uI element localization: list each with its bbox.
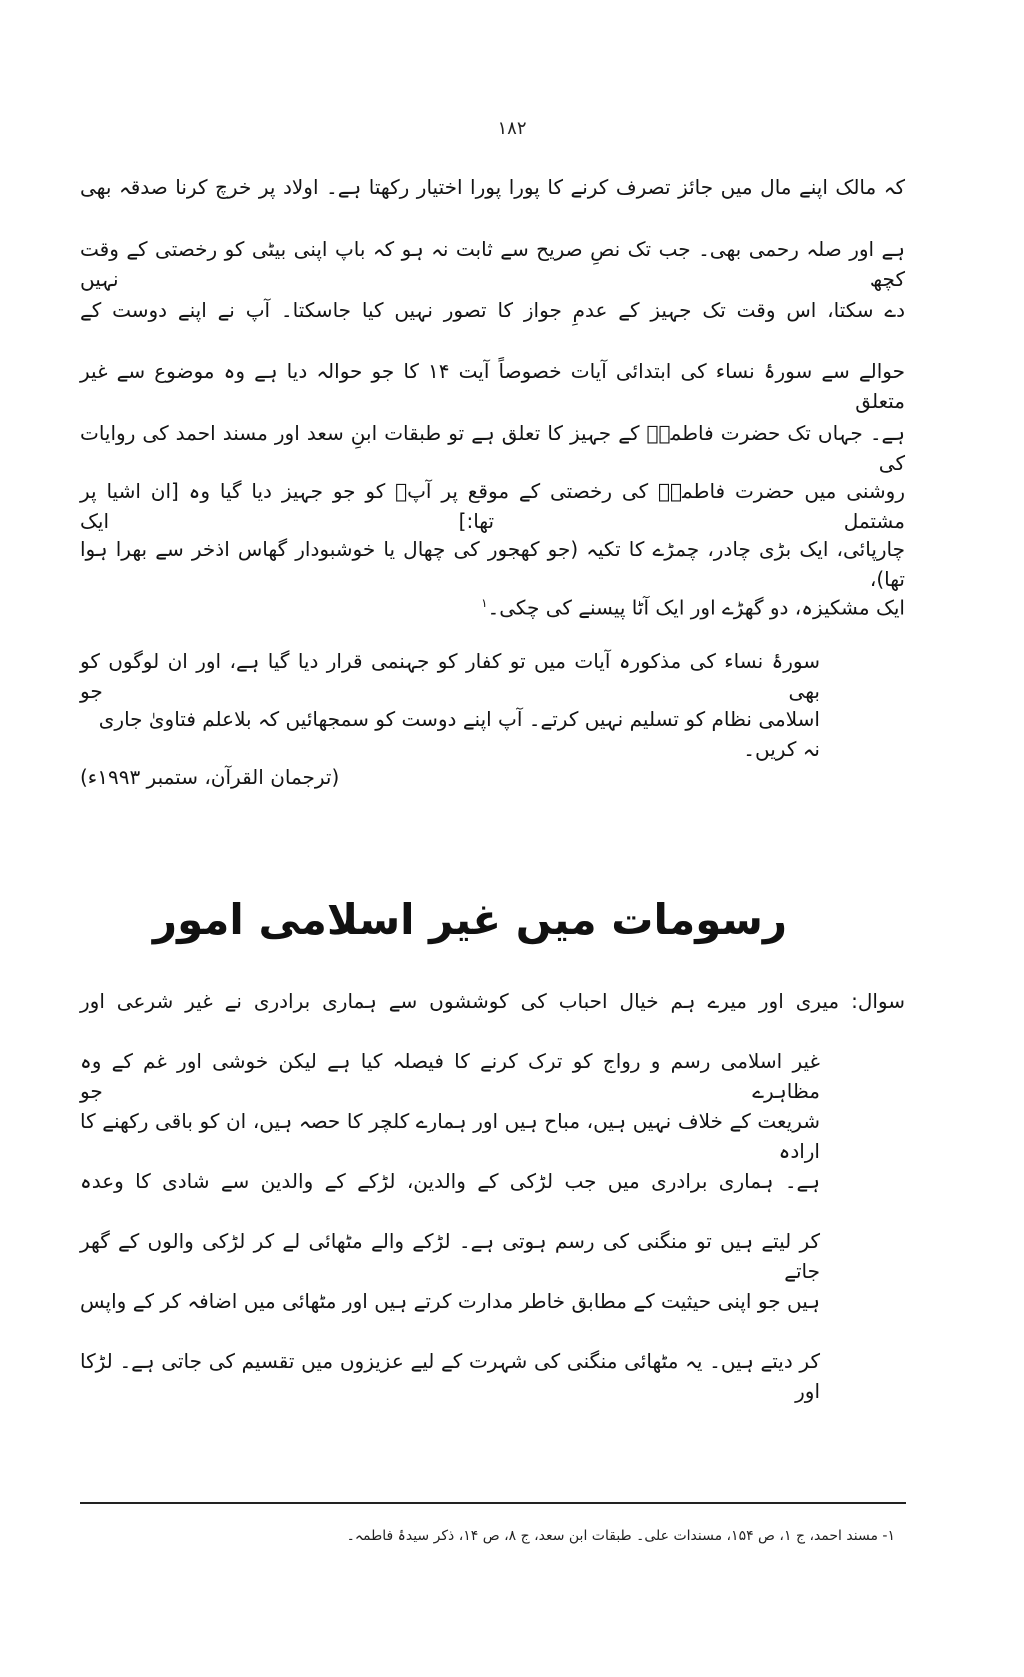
closing-line: سورۂ نساء کی مذکورہ آیات میں تو کفار کو جہنمی قرار دیا گیا ہے، اور ان لوگوں کو بھی جو [80, 649, 820, 703]
answer-line: روشنی میں حضرت فاطمہؓ کی رخصتی کے موقع پر آپؐ کو جو جہیز دیا گیا وہ [ان اشیا پر مشتمل تھا:] ایک [80, 479, 905, 533]
footnote-divider [80, 1502, 906, 1504]
section-title: رسومات میں غیر اسلامی امور [152, 895, 788, 944]
footnote-marker: ۱ [481, 596, 488, 610]
question-line: ہے۔ ہماری برادری میں جب لڑکی کے والدین، لڑکے کے والدین سے شادی کا وعدہ [80, 1169, 820, 1193]
answer-line: دے سکتا، اس وقت تک جہیز کے عدمِ جواز کا تصور نہیں کیا جاسکتا۔ آپ نے اپنے دوست کے [80, 298, 905, 322]
answer-line-text: ایک مشکیزہ، دو گھڑے اور ایک آٹا پیسنے کی چکی۔ [487, 595, 905, 620]
question-line: کر دیتے ہیں۔ یہ مٹھائی منگنی کی شہرت کے لیے عزیزوں میں تقسیم کی جاتی ہے۔ لڑکا اور [80, 1349, 820, 1403]
citation: (ترجمان القرآن، ستمبر ۱۹۹۳ء) [80, 765, 340, 789]
question-line: سوال: میری اور میرے ہم خیال احباب کی کوششوں سے ہماری برادری نے غیر شرعی اور [80, 989, 905, 1013]
answer-line-last [80, 588, 905, 620]
answer-line: حوالے سے سورۂ نساء کی ابتدائی آیات خصوصاً آیت ۱۴ کا جو حوالہ دیا ہے وہ موضوع سے غیر متعلق [80, 359, 905, 413]
question-line: غیر اسلامی رسم و رواج کو ترک کرنے کا فیصلہ کیا ہے لیکن خوشی اور غم کے وہ مظاہرے جو [80, 1049, 820, 1103]
question-line: کر لیتے ہیں تو منگنی کی رسم ہوتی ہے۔ لڑکے والے مٹھائی لے کر لڑکی والوں کے گھر جاتے [80, 1229, 820, 1283]
question-line: شریعت کے خلاف نہیں ہیں، مباح ہیں اور ہمارے کلچر کا حصہ ہیں، ان کو باقی رکھنے کا ارادہ [80, 1109, 820, 1163]
answer-line: ہے اور صلہ رحمی بھی۔ جب تک نصِ صریح سے ثابت نہ ہو کہ باپ اپنی بیٹی کو رخصتی کے وقت کچھ نہیں [80, 237, 905, 291]
answer-line: ہے۔ جہاں تک حضرت فاطمہؓ کے جہیز کا تعلق ہے تو طبقات ابنِ سعد اور مسند احمد کی روایات کی [80, 421, 905, 475]
question-line: ہیں جو اپنی حیثیت کے مطابق خاطر مدارت کرتے ہیں اور مٹھائی میں اضافہ کر کے واپس [80, 1289, 820, 1313]
footnote: ۱- مسند احمد، ج ۱، ص ۱۵۴، مسندات علی۔ طبقات ابن سعد، ج ۸، ص ۱۴، ذکر سیدۂ فاطمہ۔ [346, 1528, 895, 1544]
page-number: ۱۸۲ [497, 118, 527, 139]
answer-line: چارپائی، ایک بڑی چادر، چمڑے کا تکیہ (جو کھجور کی چھال یا خوشبودار گھاس اذخر سے بھرا ہوا تھا)، [80, 537, 905, 591]
answer-line: کہ مالک اپنے مال میں جائز تصرف کرنے کا پورا پورا اختیار رکھتا ہے۔ اولاد پر خرچ کرنا صدقہ بھی [80, 175, 905, 199]
closing-line: اسلامی نظام کو تسلیم نہیں کرتے۔ آپ اپنے دوست کو سمجھائیں کہ بلاعلم فتاویٰ جاری نہ کریں۔ [98, 707, 820, 761]
